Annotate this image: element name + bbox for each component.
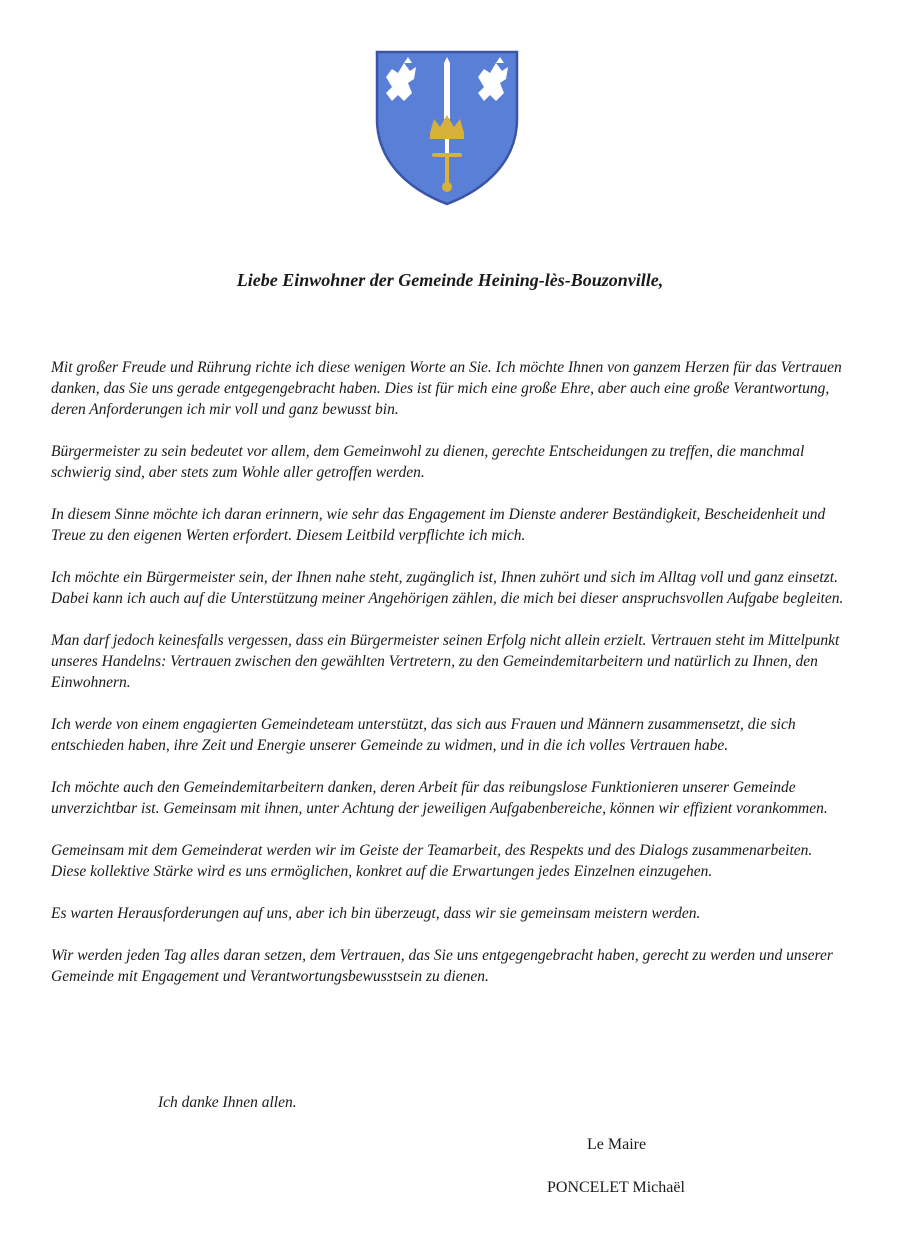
signature-title: Le Maire (587, 1136, 647, 1153)
letter-body (51, 357, 851, 1008)
coat-of-arms-icon (374, 49, 520, 207)
paragraph: Mit großer Freude und Rührung richte ich diese wenigen Worte an Sie. Ich möchte Ihnen von ganzem Herzen für das Vertrauen danken, das Sie uns gerade entgegengebracht haben. Dies ist für mich eine große Ehre, aber auch eine große Verantwortung, deren Anforderungen ich mir voll und ganz bewusst bin. (51, 359, 842, 418)
sword-icon (444, 57, 450, 119)
paragraph: Ich werde von einem engagierten Gemeindeteam unterstützt, das sich aus Frauen und Männern zusammensetzt, die sich entschieden haben, ihre Zeit und Energie unserer Gemeinde zu widmen, und in die ich volles Vertrauen habe. (51, 716, 796, 754)
paragraph: In diesem Sinne möchte ich daran erinnern, wie sehr das Engagement im Dienste anderer Beständigkeit, Bescheidenheit und Treue zu den eigenen Werten erfordert. Diesem Leitbild verpflichte ich mich. (51, 506, 826, 544)
paragraph: Man darf jedoch keinesfalls vergessen, dass ein Bürgermeister seinen Erfolg nicht allein erzielt. Vertrauen steht im Mittelpunkt unseres Handelns: Vertrauen zwischen den gewählten Vertretern, zu den Gemeindemitarbeitern und natürlich zu Ihnen, den Einwohnern. (51, 632, 840, 691)
closing-thanks: Ich danke Ihnen allen. (158, 1094, 297, 1111)
letter-heading: Liebe Einwohner der Gemeinde Heining-lès-Bouzonville, (236, 270, 664, 290)
paragraph: Gemeinsam mit dem Gemeinderat werden wir im Geiste der Teamarbeit, des Respekts und des Dialogs zusammenarbeiten. Diese kollektive Stärke wird es uns ermöglichen, konkret auf die Erwartungen jedes Einzelnen einzugehen. (51, 842, 813, 880)
paragraph: Bürgermeister zu sein bedeutet vor allem, dem Gemeinwohl zu dienen, gerechte Entscheidungen zu treffen, die manchmal schwierig sind, aber stets zum Wohle aller getroffen werden. (51, 443, 805, 481)
paragraph: Es warten Herausforderungen auf uns, aber ich bin überzeugt, dass wir sie gemeinsam meistern werden. (51, 905, 701, 922)
paragraph: Ich möchte ein Bürgermeister sein, der Ihnen nahe steht, zugänglich ist, Ihnen zuhört und sich im Alltag voll und ganz einsetzt. Dabei kann ich auch auf die Unterstützung meiner Angehörigen zählen, die mich bei dieser anspruchsvollen Aufgabe begleiten. (51, 569, 844, 607)
paragraph: Ich möchte auch den Gemeindemitarbeitern danken, deren Arbeit für das reibungslose Funktionieren unserer Gemeinde unverzichtbar ist. Gemeinsam mit ihnen, unter Achtung der jeweiligen Aufgabenbereiche, können wir effizient vorankommen. (51, 779, 828, 817)
paragraph: Wir werden jeden Tag alles daran setzen, dem Vertrauen, das Sie uns entgegengebracht haben, gerecht zu werden und unserer Gemeinde mit Engagement und Verantwortungsbewusstsein zu dienen. (51, 947, 833, 985)
signature-name: PONCELET Michaël (547, 1179, 685, 1196)
